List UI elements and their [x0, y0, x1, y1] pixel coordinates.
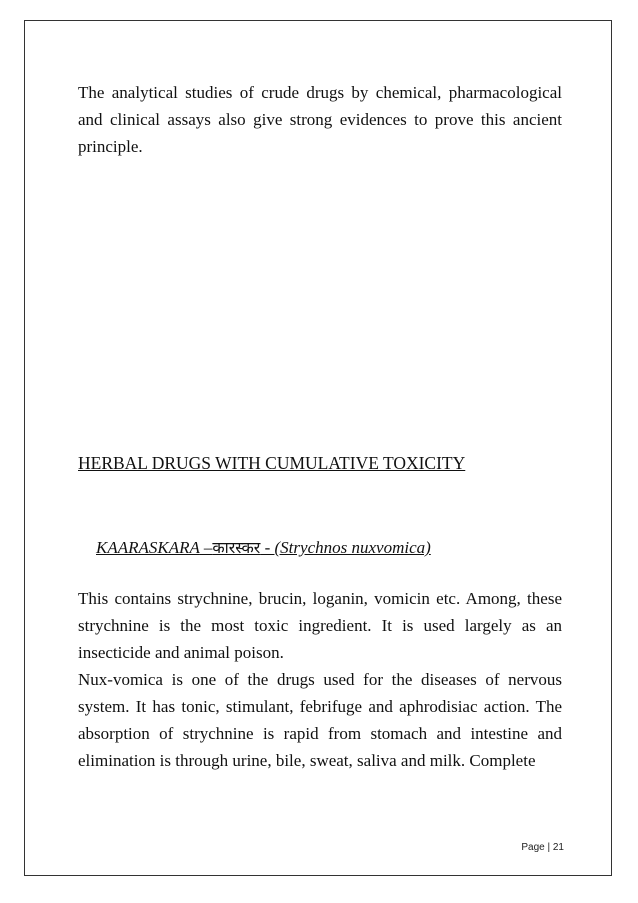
drug-subheading: [96, 536, 431, 558]
page-number: Page | 21: [521, 842, 564, 853]
body-text: [78, 585, 562, 774]
drug-name-dash: –: [199, 538, 213, 557]
body-paragraph-1: This contains strychnine, brucin, loganin, vomicin etc. Among, these strychnine is the most toxic ingredient. It is used largely as an insecticide and animal poison.: [78, 589, 562, 662]
section-heading: HERBAL DRUGS WITH CUMULATIVE TOXICITY: [78, 453, 466, 473]
drug-name-devanagari: कारस्कर: [212, 538, 261, 557]
botanical-name: - (Strychnos nuxvomica): [260, 538, 431, 557]
intro-text: The analytical studies of crude drugs by chemical, pharmacological and clinical assays also give strong evidences to prove this ancient principle.: [78, 83, 562, 156]
body-paragraph-2: Nux-vomica is one of the drugs used for the diseases of nervous system. It has tonic, stimulant, febrifuge and aphrodisiac action. The absorption of strychnine is rapid from stomach and intestine and elimination is through urine, bile, sweat, saliva and milk. Complete: [78, 670, 562, 770]
intro-paragraph: [78, 79, 562, 160]
drug-name-latin: KAARASKARA: [96, 538, 200, 557]
